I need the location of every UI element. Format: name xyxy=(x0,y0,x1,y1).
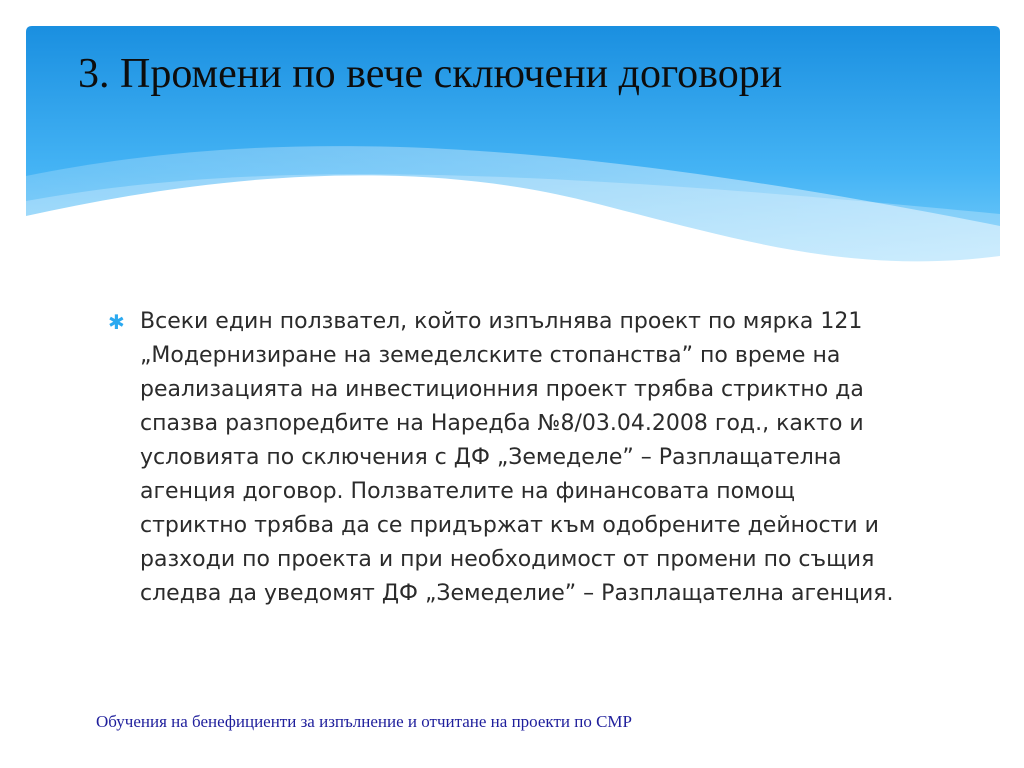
bullet-list xyxy=(104,305,904,611)
bullet-text: Всеки един ползвател, който изпълнява проект по мярка 121 „Модернизиране на земеделските стопанства” по време на реализацията на инвестиционния проект трябва стриктно да спазва разпоредбите на Наредба №8/03.04.2008 год., както и условията по сключения с ДФ „Земеделе” – Разплащателна агенция договор. Ползвателите на финансовата помощ стриктно трябва да се придържат към одобрените дейности и разходи по проекта и при необходимост от промени по същия следва да уведомят ДФ „Земеделие” – Разплащателна агенция. xyxy=(140,309,894,606)
footer-text: Обучения на бенефициенти за изпълнение и отчитане на проекти по СМР xyxy=(96,712,632,731)
list-item xyxy=(104,305,904,611)
asterisk-bullet-icon: ✱ xyxy=(108,310,125,334)
page-title: 3. Промени по вече сключени договори xyxy=(78,51,783,97)
